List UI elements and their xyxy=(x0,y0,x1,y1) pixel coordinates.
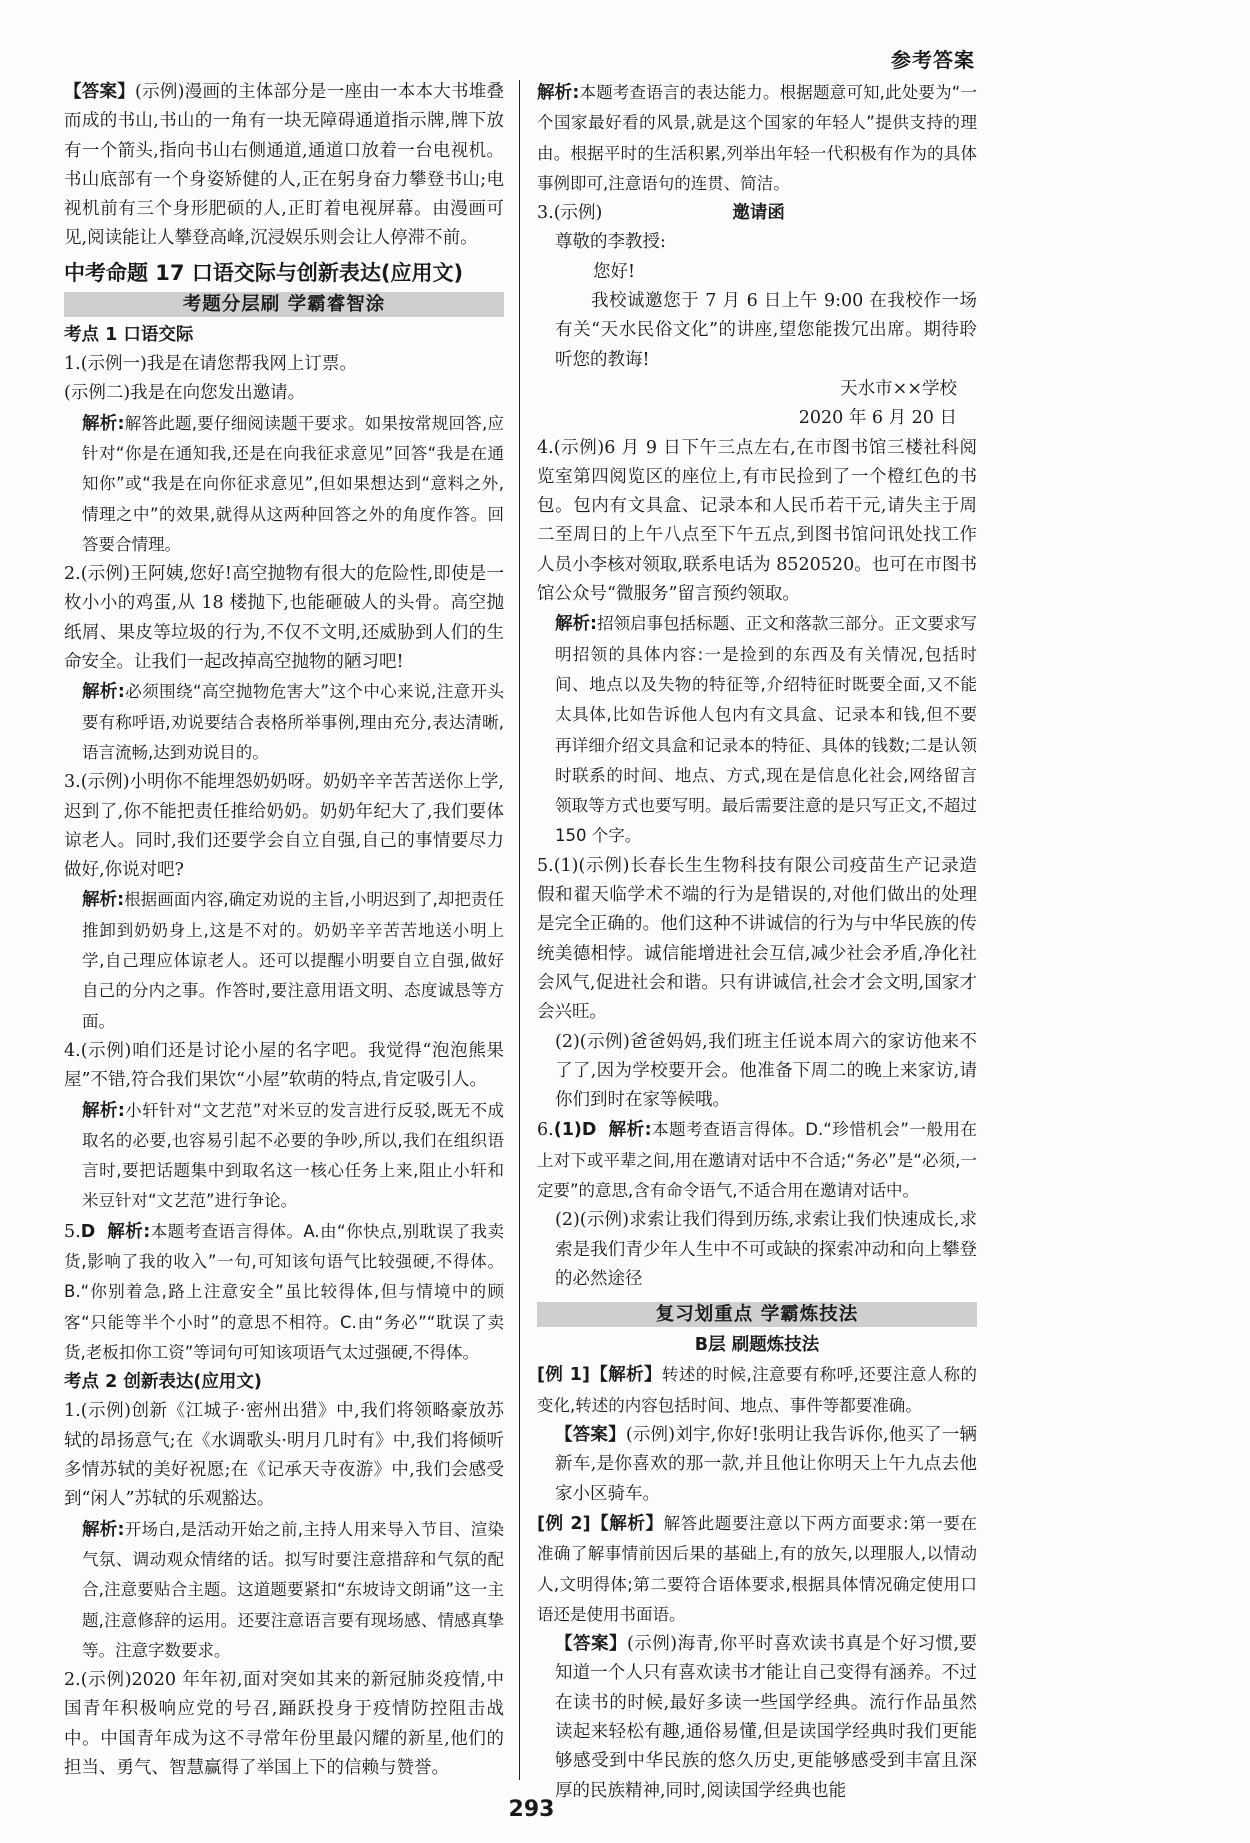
item-analysis xyxy=(64,1096,504,1217)
right-column xyxy=(537,78,983,1806)
list-item xyxy=(64,1037,504,1096)
example-label: [例 1] xyxy=(537,1365,590,1386)
list-item xyxy=(64,1666,504,1783)
kaodian-2-heading: 考点 2 创新表达(应用文) xyxy=(64,1372,262,1393)
example-label: [例 2] xyxy=(537,1513,591,1534)
item-analysis xyxy=(64,409,504,560)
analysis-text: 解答此题要注意以下两方面要求:第一要在准确了解事情前因后果的基础上,有的放矢,以理服人,以情动人,文明得体;第二要符合语体要求,根据具体情况确定使用口语还是使用书面语。 xyxy=(537,1513,978,1624)
analysis-text: 本题考查语言得体。A.由“你快点,别耽误了我卖货,影响了我的收入”一句,可知该句语气比较强硬,不得体。B.“你别着急,路上注意安全”虽比较得体,但与情境中的顾客“只能等半个小时”的意思不相符。C.由“务必”“耽误了卖货,老板扣你工资”等词句可知该项语气太过强硬,不得体。 xyxy=(64,1221,504,1362)
section-band: 考题分层刷 学霸睿智涂 xyxy=(64,292,504,317)
b-layer-heading: B层 刷题炼技法 xyxy=(694,1335,820,1356)
analysis-text: 招领启事包括标题、正文和落款三部分。正文要求写明招领的具体内容:一是捡到的东西及有关情况,包括时间、地点以及失物的特征等,介绍特征时既要全面,又不能太具体,比如告诉他人包内有文具盒、记录本和钱,但不要再详细介绍文具盒和记录本的特征、具体的钱数;二是认领时联系的时间、地点、方式,现在是信息化社会,网络留言领取等方式也要写明。最后需要注意的是只写正文,不超过 150 个字。 xyxy=(555,614,983,846)
page-number: 293 xyxy=(508,1797,555,1822)
item-number: 6. xyxy=(537,1120,554,1141)
analysis-text: 必须围绕“高空抛物危害大”这个中心来说,注意开头要有称呼语,劝说要结合表格所举事例,理由充分,表达清晰,语言流畅,达到劝说目的。 xyxy=(82,682,504,762)
item-answer: (示例)2020 年年初,面对突如其来的新冠肺炎疫情,中国青年积极响应党的号召,踊跃投身于疫情防控阻击战中。中国青年成为这不寻常年份里最闪耀的新星,他们的担当、勇气、智慧赢得了举国上下的信赖与赞誉。 xyxy=(64,1670,504,1779)
letter-greeting: 您好! xyxy=(593,261,636,282)
item-number: 3. xyxy=(537,203,554,224)
analysis-text: 小轩针对“文艺范”对米豆的发言进行反驳,既无不成取名的必要,也容易引起不必要的争吵,所以,我们在组织语言时,要把话题集中到取名这一核心任务上来,阻止小轩和米豆针对“文艺范”进行争论。 xyxy=(82,1100,504,1211)
analysis-tag: 解析: xyxy=(82,890,125,911)
analysis-tag: 【解析】 xyxy=(589,1365,662,1386)
column-divider xyxy=(519,80,520,1780)
carry-analysis xyxy=(537,78,977,199)
letter-title: 邀请函 xyxy=(732,203,785,224)
item-analysis xyxy=(64,1515,504,1666)
analysis-text: 本题考查语言的表达能力。根据题意可知,此处要为“一个国家最好看的风景,就是这个国家的年轻人”提供支持的理由。根据平时的生活积累,列举出年轻一代积极有作为的具体事例即可,注意语句的连贯、简洁。 xyxy=(537,83,978,193)
answer-tag: 【答案】 xyxy=(555,1634,627,1655)
letter-signer: 天水市××学校 xyxy=(840,378,957,399)
analysis-tag: 解析: xyxy=(555,614,598,635)
item-number: 2. xyxy=(64,564,81,585)
item-number: 5. xyxy=(537,855,554,876)
item-answer: D xyxy=(80,1221,96,1242)
item-list-1 xyxy=(64,350,504,1368)
example-answer xyxy=(537,1630,977,1806)
item-analysis xyxy=(64,885,504,1036)
analysis-tag: 解析: xyxy=(537,83,580,103)
intro-answer xyxy=(64,78,504,254)
analysis-tag: 解析: xyxy=(82,682,125,703)
list-item xyxy=(64,350,504,409)
item-answer-part2: (2)(示例)求索让我们得到历练,求索让我们快速成长,求索是我们青少年人生中不可或缺的探索冲动和向上攀登的必然途径 xyxy=(555,1210,977,1289)
list-item xyxy=(537,434,977,610)
item-answer: (1)D xyxy=(553,1120,597,1141)
item-analysis xyxy=(537,609,983,851)
example-answer xyxy=(537,1421,977,1509)
analysis-tag: 解析: xyxy=(107,1221,151,1242)
item-number: 4. xyxy=(64,1040,81,1061)
analysis-tag: 解析: xyxy=(82,413,125,434)
letter-heading-line xyxy=(537,199,977,228)
letter-body: 我校诚邀您于 7 月 6 日上午 9:00 在我校作一场有关“天水民俗文化”的讲座,望您能拨冗出席。期待聆听您的教诲! xyxy=(555,291,977,370)
item-number: 2. xyxy=(64,1670,81,1691)
answer-text: (示例)漫画的主体部分是一座由一本本大书堆叠而成的书山,书山的一角有一块无障碍通道指示牌,牌下放有一个箭头,指向书山右侧通道,通道口放着一台电视机。书山底部有一个身姿矫健的人,正在躬身奋力攀登书山;电视机前有三个身形肥硕的人,正盯着电视屏幕。由漫画可见,阅读能让人攀登高峰,沉浸娱乐则会让人停滞不前。 xyxy=(64,82,504,249)
item-answer: (示例)小明你不能埋怨奶奶呀。奶奶辛辛苦苦送你上学,迟到了,你不能把责任推给奶奶。奶奶年纪大了,我们要体谅老人。同时,我们还要学会自立自强,自己的事情要尽力做好,你说对吧? xyxy=(64,772,504,881)
item-answer: (示例)王阿姨,您好!高空抛物有很大的危险性,即使是一枚小小的鸡蛋,从 18 楼抛下,也能砸破人的头骨。高空抛纸屑、果皮等垃圾的行为,不仅不文明,还威胁到人们的生命安全。让我们一起改掉高空抛物的陋习吧! xyxy=(64,564,504,673)
analysis-text: 根据画面内容,确定劝说的主旨,小明迟到了,却把责任推卸到奶奶身上,这是不对的。奶奶辛辛苦苦地送小明上学,自己理应体谅老人。还可以提醒小明要自立自强,做好自己的分内之事。作答时,要注意用语文明、态度诚恳等方面。 xyxy=(82,890,504,1031)
answer-text: (示例)刘宇,你好!张明让我告诉你,他买了一辆新车,是你喜欢的那一款,并且他让你明天上午九点去他家小区骑车。 xyxy=(555,1425,978,1504)
analysis-text: 开场白,是活动开始之前,主持人用来导入节目、渲染气氛、调动观众情绪的话。拟写时要注意措辞和气氛的配合,注意要贴合主题。这道题要紧扣“东坡诗文朗诵”这一主题,注意修辞的运用。还要注意语言要有现场感、情感真挚等。注意字数要求。 xyxy=(82,1519,504,1660)
chapter-title: 中考命题 17 口语交际与创新表达(应用文) xyxy=(64,260,464,285)
item-number: 5. xyxy=(64,1221,81,1242)
list-item xyxy=(64,1397,504,1514)
analysis-tag: 【解析】 xyxy=(590,1513,664,1534)
item-answer: (示例)创新《江城子·密州出猎》中,我们将领略豪放苏轼的昂扬意气;在《水调歌头·明月几时有》中,我们将倾听多情苏轼的美好祝愿;在《记承天寺夜游》中,我们会感受到“闲人”苏轼的乐观豁达。 xyxy=(64,1401,504,1510)
item-analysis xyxy=(64,677,504,768)
list-item xyxy=(64,1217,504,1368)
analysis-text: 解答此题,要仔细阅读题干要求。如果按常规回答,应针对“你是在通知我,还是在向我征求意见”回答“我是在通知你”或“我是在向你征求意见”,但如果想达到“意料之外,情理之中”的效果,就得从这两种回答之外的角度作答。回答要合情理。 xyxy=(82,413,504,554)
answer-tag: 【答案】 xyxy=(64,82,136,102)
item-answer: (1)(示例)长春长生生物科技有限公司疫苗生产记录造假和翟天临学术不端的行为是错误的,对他们做出的处理是完全正确的。他们这种不讲诚信的行为与中华民族的传统美德相悖。诚信能增进社会互信,减少社会矛盾,净化社会风气,促进社会和谐。只有讲诚信,社会才会文明,国家才会兴旺。 xyxy=(537,855,977,1023)
item-prefix: (示例) xyxy=(553,203,603,224)
example-item xyxy=(537,1360,977,1421)
analysis-tag: 解析: xyxy=(82,1100,125,1121)
kaodian-1-heading: 考点 1 口语交际 xyxy=(64,324,194,345)
item-answer: (示例)6 月 9 日下午三点左右,在市图书馆三楼社科阅览室第四阅览区的座位上,有市民捡到了一个橙红色的书包。包内有文具盒、记录本和人民币若干元,请失主于周二至周日的上午八点至下午五点,到图书馆问讯处找工作人员小李核对领取,联系电话为 8520520。也可在市图书馆公众号“微服务”留言预约领取。 xyxy=(537,437,977,605)
analysis-text: 转述的时候,注意要有称呼,还要注意人称的变化,转述的内容包括时间、地点、事件等都要准确。 xyxy=(537,1365,978,1415)
analysis-text: 本题考查语言得体。D.“珍惜机会”一般用在上对下或平辈之间,用在邀请对话中不合适;“务必”是“必须,一定要”的意思,含有命令语气,不适合用在邀请对话中。 xyxy=(537,1120,978,1200)
example-list xyxy=(537,1360,977,1805)
item-list-2 xyxy=(64,1397,504,1783)
answer-text: (示例)海青,你平时喜欢读书真是个好习惯,要知道一个人只有喜欢读书才能让自己变得有涵养。不过在读书的时候,最好多读一些国学经典。流行作品虽然读起来轻松有趣,通俗易懂,但是读国学经典时我们更能够感受到中华民族的悠久历史,更能够感受到丰富且深厚的民族精神,同时,阅读国学经典也能 xyxy=(555,1634,978,1801)
item-number: 3. xyxy=(64,772,81,793)
section-band: 复习划重点 学霸炼技法 xyxy=(537,1302,977,1327)
letter-salutation: 尊敬的李教授: xyxy=(555,232,666,253)
letter-date: 2020 年 6 月 20 日 xyxy=(798,408,957,429)
example-item xyxy=(537,1509,977,1630)
answer-tag: 【答案】 xyxy=(555,1425,626,1446)
list-item xyxy=(537,852,977,1028)
item-number: 4. xyxy=(537,437,554,458)
section-label: 参考答案 xyxy=(891,48,975,72)
list-item xyxy=(64,560,504,677)
item-answer: (示例)咱们还是讨论小屋的名字吧。我觉得“泡泡熊果屋”不错,符合我们果饮“小屋”软萌的特点,肯定吸引人。 xyxy=(64,1040,504,1091)
item-answer-part2: (2)(示例)爸爸妈妈,我们班主任说本周六的家访他来不了了,因为学校要开会。他准备下周二的晚上来家访,请你们到时在家等候哦。 xyxy=(555,1031,977,1111)
invitation-letter xyxy=(537,199,977,433)
analysis-tag: 解析: xyxy=(82,1519,125,1540)
item-answer: (示例一)我是在请您帮我网上订票。 (示例二)我是在向您发出邀请。 xyxy=(64,354,357,404)
list-item xyxy=(64,768,504,885)
analysis-tag: 解析: xyxy=(608,1120,652,1141)
list-item xyxy=(537,1115,977,1206)
item-number: 1. xyxy=(64,354,81,375)
left-column xyxy=(64,78,504,1783)
item-number: 1. xyxy=(64,1401,81,1422)
